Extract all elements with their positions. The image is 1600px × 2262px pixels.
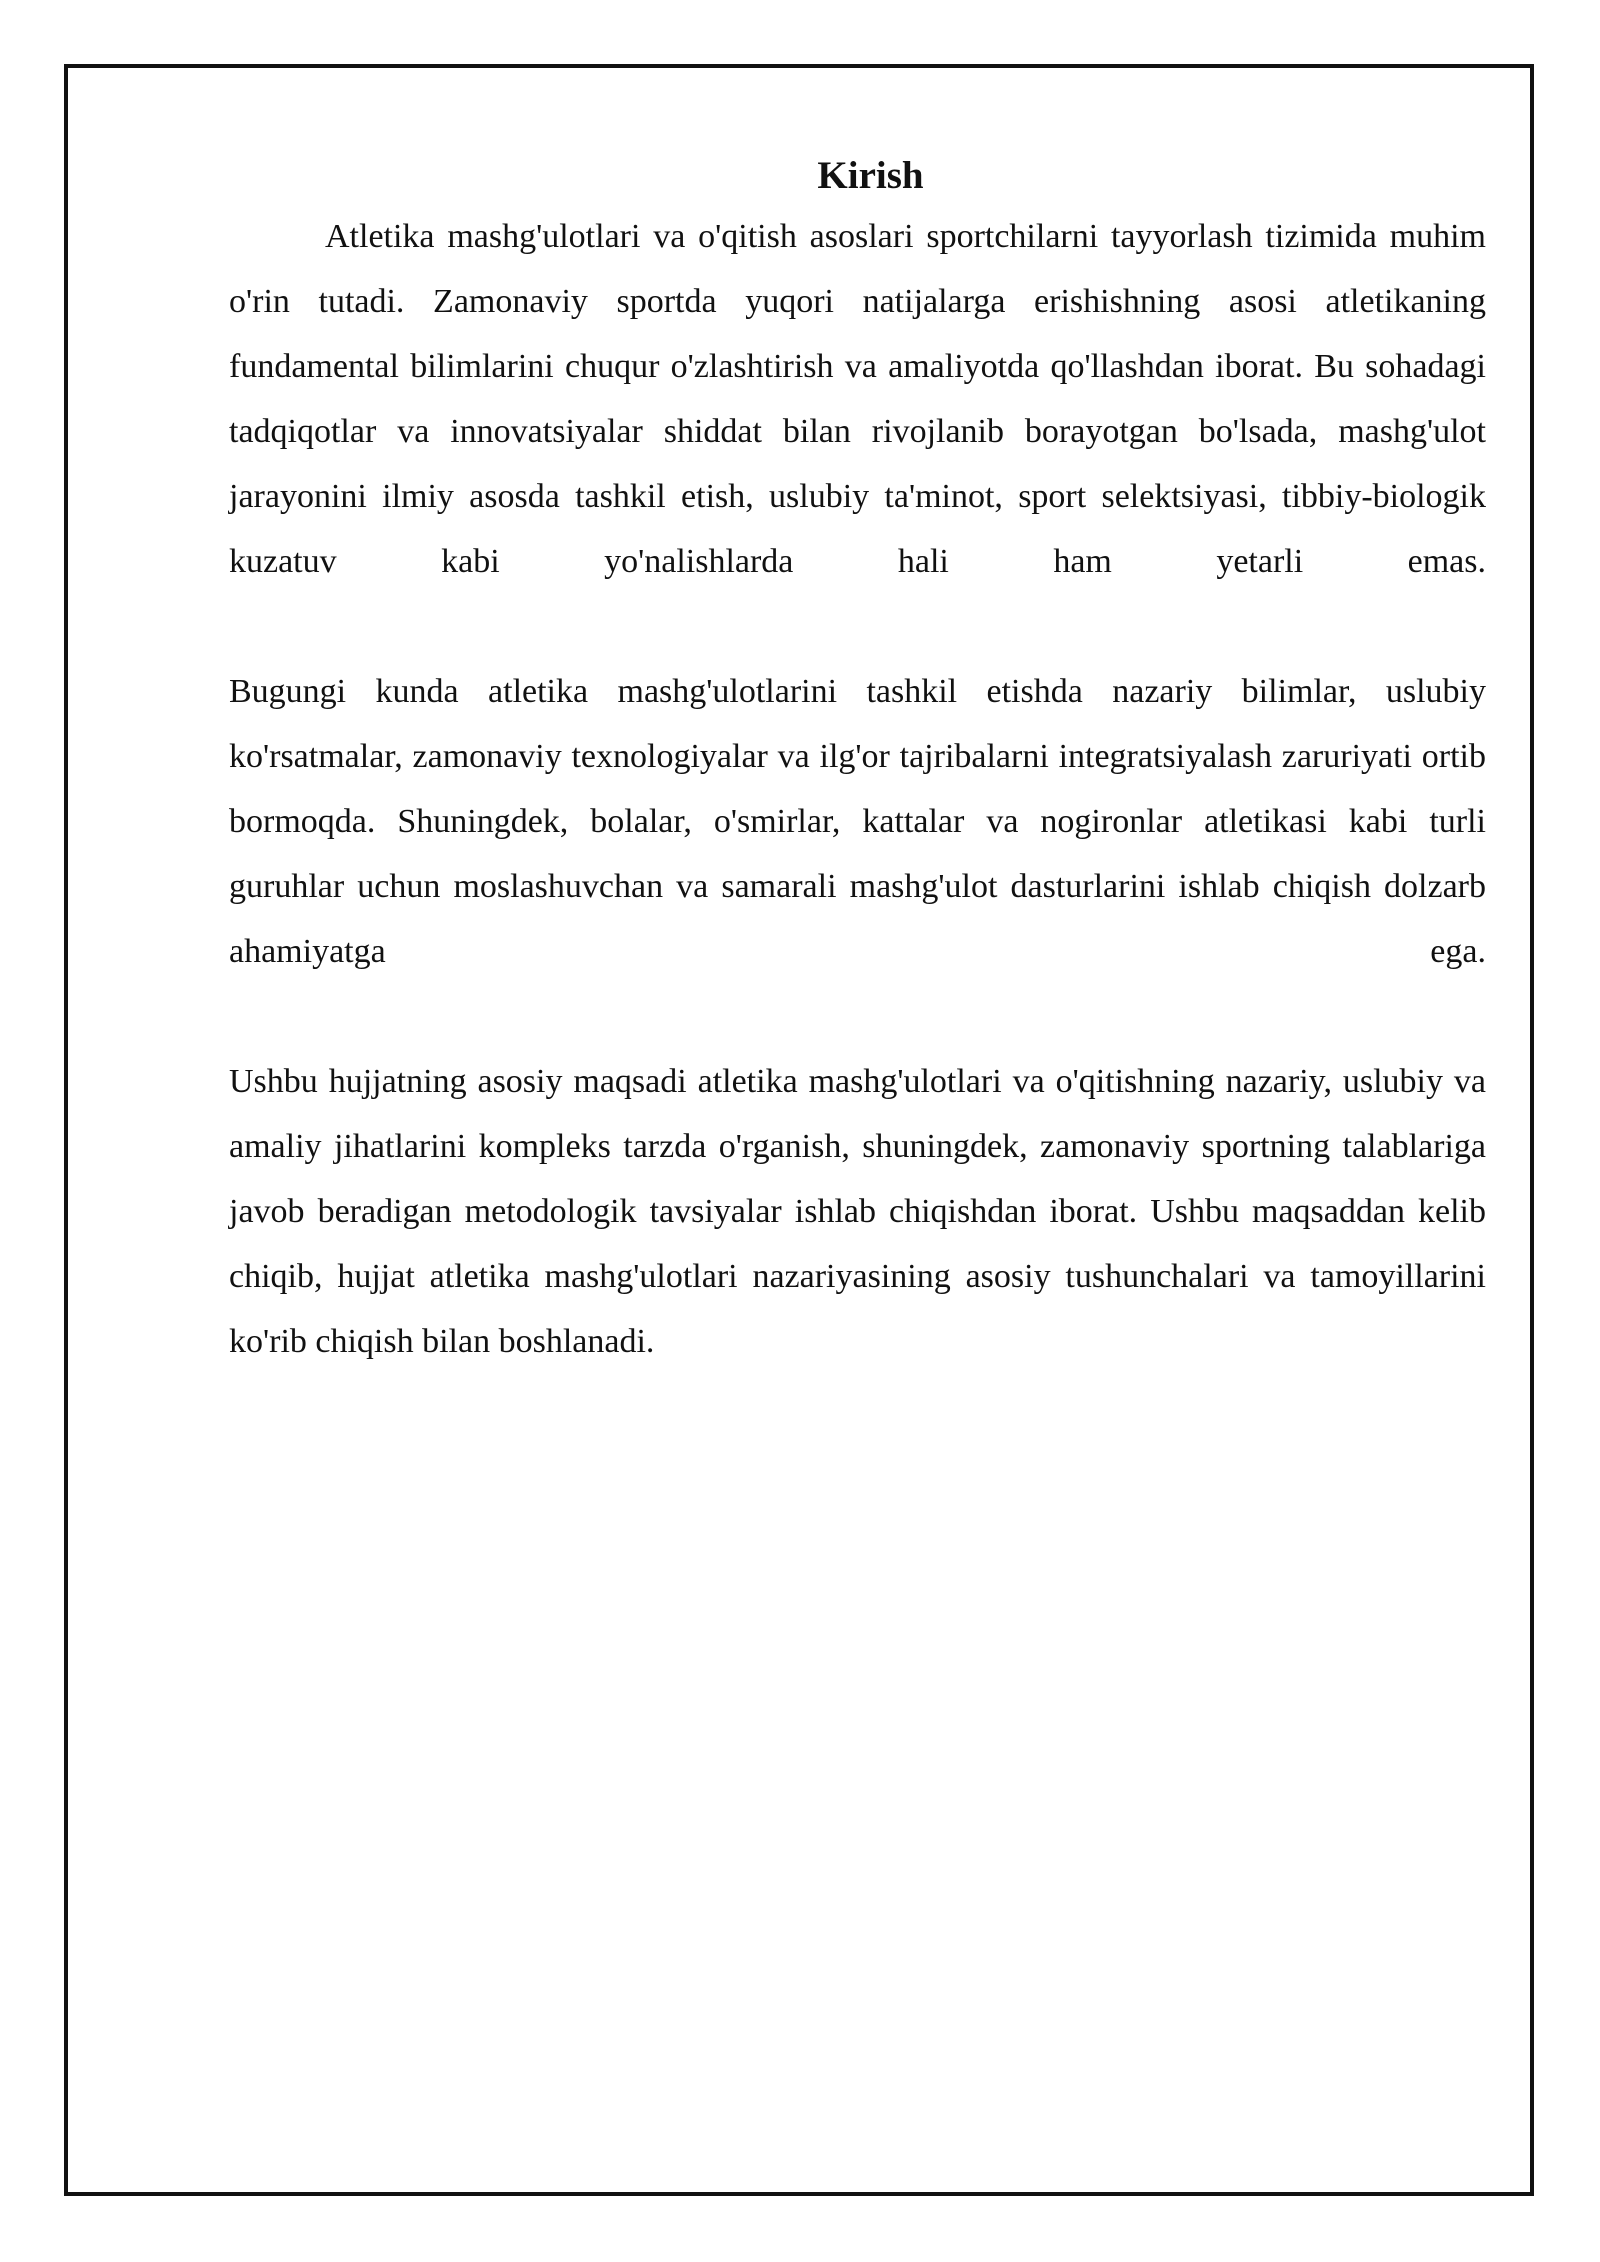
document-title: Kirish bbox=[817, 154, 924, 197]
paragraph-today: Bugungi kunda atletika mashg'ulotlarini tashkil etishda nazariy bilimlar, uslubiy ko'rsatmalar, zamonaviy texnologiyalar va ilg'or tajribalarni integratsiyalash zaruriyati ortib bormoqda. Shuningdek, bolalar, o'smirlar, kattalar va nogironlar atletikasi kabi turli guruhlar uchun moslashuvchan va samarali mashg'ulot dasturlarini ishlab chiqish dolzarb ahamiyatga ega. bbox=[229, 673, 1486, 970]
document-body bbox=[229, 150, 1486, 1374]
paragraph-intro: Atletika mashg'ulotlari va o'qitish asoslari sportchilarni tayyorlash tizimida muhim o'rin tutadi. Zamonaviy sportda yuqori natijalarga erishishning asosi atletikaning fundamental bilimlarini chuqur o'zlashtirish va amaliyotda qo'llashdan iborat. Bu sohadagi tadqiqotlar va innovatsiyalar shiddat bilan rivojlanib borayotgan bo'lsada, mashg'ulot jarayonini ilmiy asosda tashkil etish, uslubiy ta'minot, sport selektsiyasi, tibbiy-biologik kuzatuv kabi yo'nalishlarda hali ham yetarli emas. bbox=[229, 218, 1486, 580]
paragraph-gap bbox=[229, 594, 1486, 659]
paragraph-aim: Ushbu hujjatning asosiy maqsadi atletika mashg'ulotlari va o'qitishning nazariy, uslubiy va amaliy jihatlarini kompleks tarzda o'rganish, shuningdek, zamonaviy sportning talablariga javob beradigan metodologik tavsiyalar ishlab chiqishdan iborat. Ushbu maqsaddan kelib chiqib, hujjat atletika mashg'ulotlari nazariyasining asosiy tushunchalari va tamoyillarini ko'rib chiqish bilan boshlanadi. bbox=[229, 1063, 1486, 1360]
paragraph-gap bbox=[229, 984, 1486, 1049]
